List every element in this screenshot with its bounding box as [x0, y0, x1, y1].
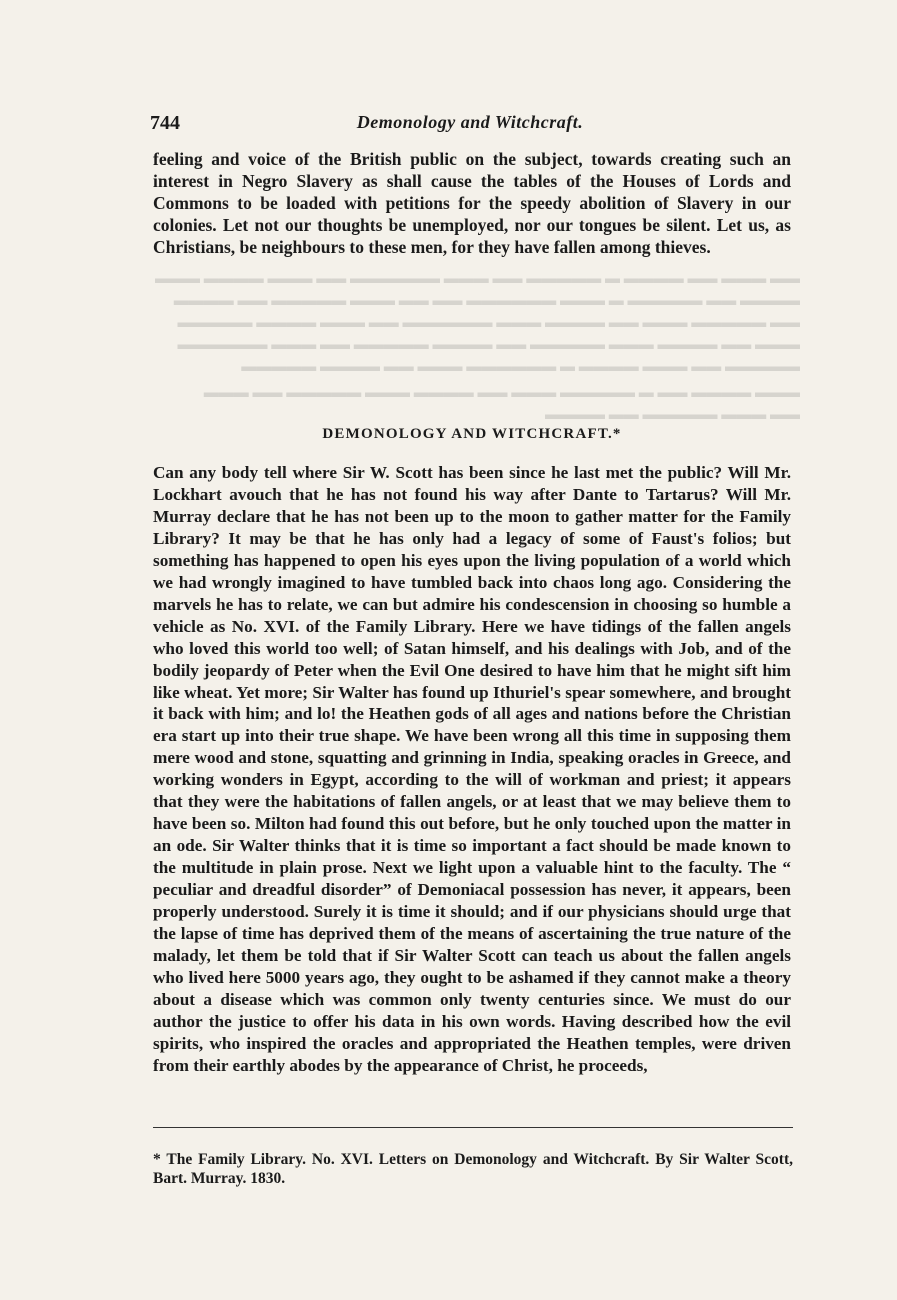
bleed-through-texture: ▬▬ ▬▬▬ ▬▬ ▬▬▬▬ ▬ ▬▬▬▬▬ ▬▬ ▬▬▬ ▬▬▬▬▬▬ ▬▬ ▬▬▬ ▬▬▬▬ ▬▬▬ ▬▬▬▬ ▬▬ ▬▬▬▬▬ ▬ ▬▬▬ ▬▬▬▬▬▬ ▬▬ ▬▬ ▬▬▬ ▬▬▬▬▬ ▬▬ ▬▬▬▬ ▬▬ ▬▬▬▬▬ ▬▬▬ ▬▬ ▬▬▬▬ ▬▬▬ ▬▬▬▬▬▬ ▬▬ ▬▬▬ ▬▬▬▬ ▬▬▬▬▬ ▬▬▬ ▬▬ ▬▬▬▬ ▬▬▬ ▬▬▬▬▬ ▬▬ ▬▬▬▬ ▬▬▬▬▬ ▬▬ ▬▬▬ ▬▬▬▬▬▬ ▬▬▬▬▬ ▬▬ ▬▬▬ ▬▬▬▬ ▬ ▬▬▬▬▬▬ ▬▬▬ ▬▬ ▬▬▬▬ ▬▬▬▬▬	[155, 271, 800, 375]
previous-article-text: feeling and voice of the British public on the subject, towards creating such an interest in Negro Slavery as shall cause the tables of the Houses of Lords and Commons to be loaded with petitions for the speedy abolition of Slavery in our colonies. Let not our thoughts be unemployed, nor our tongues be silent. Let us, as Christians, be neighbours to these men, for they have fallen among thieves.	[153, 149, 791, 257]
running-head	[150, 112, 790, 138]
bleed-through-texture-2: ▬▬▬ ▬▬▬▬ ▬▬ ▬ ▬▬▬▬▬ ▬▬▬ ▬▬ ▬▬▬▬ ▬▬▬ ▬▬▬▬▬ ▬▬ ▬▬▬ ▬▬ ▬▬▬ ▬▬▬▬▬ ▬▬ ▬▬▬▬	[203, 385, 800, 423]
footnote-divider	[153, 1127, 793, 1128]
footnote: * The Family Library. No. XVI. Letters on Demonology and Witchcraft. By Sir Walter Scott, Bart. Murray. 1830.	[153, 1151, 793, 1187]
running-title: Demonology and Witchcraft.	[356, 112, 584, 132]
article-heading: DEMONOLOGY AND WITCHCRAFT.*	[322, 426, 622, 442]
page-number: 744	[150, 112, 180, 134]
article-body: Can any body tell where Sir W. Scott has been since he last met the public? Will Mr. Lockhart avouch that he has not found his way after Dante to Tartarus? Will Mr. Murray declare that he has not been up to the moon to gather matter for the Family Library? It may be that he has only had a legacy of some of Faust's folios; but something has happened to open his eyes upon the living population of a world which we had wrongly imagined to have tumbled back into chaos long ago. Considering the marvels he has to relate, we can but admire his condescension in choosing so humble a vehicle as No. XVI. of the Family Library. Here we have tidings of the fallen angels who loved this world too well; of Satan himself, and his dealings with Job, and of the bodily jeopardy of Peter when the Evil One desired to have him that he might sift him like wheat. Yet more; Sir Walter has found up Ithuriel's spear somewhere, and brought it back with him; and lo! the Heathen gods of all ages and nations before the Christian era start up into their true shape. We have been wrong all this time in supposing them mere wood and stone, squatting and grinning in India, speaking oracles in Greece, and working wonders in Egypt, according to the will of workman and priest; it appears that they were the habitations of fallen angels, or at least that we may believe them to have been so. Milton had found this out before, but he only touched upon the matter in an ode. Sir Walter thinks that it is time so important a fact should be made known to the multitude in plain prose. Next we light upon a valuable hint to the faculty. The “ peculiar and dreadful disorder” of Demoniacal possession has never, it appears, been properly understood. Surely it is time it should; and if our physicians should urge that the lapse of time has deprived them of the means of ascertaining the true nature of the malady, let them be told that if Sir Walter Scott can teach us about the fallen angels who lived here 5000 years ago, they ought to be ashamed if they cannot make a theory about a disease which was common only twenty centuries since. We must do our author the justice to offer his data in his own words. Having described how the evil spirits, who inspired the oracles and appropriated the Heathen temples, were driven from their earthly abodes by the appearance of Christ, he proceeds,	[153, 463, 791, 1075]
